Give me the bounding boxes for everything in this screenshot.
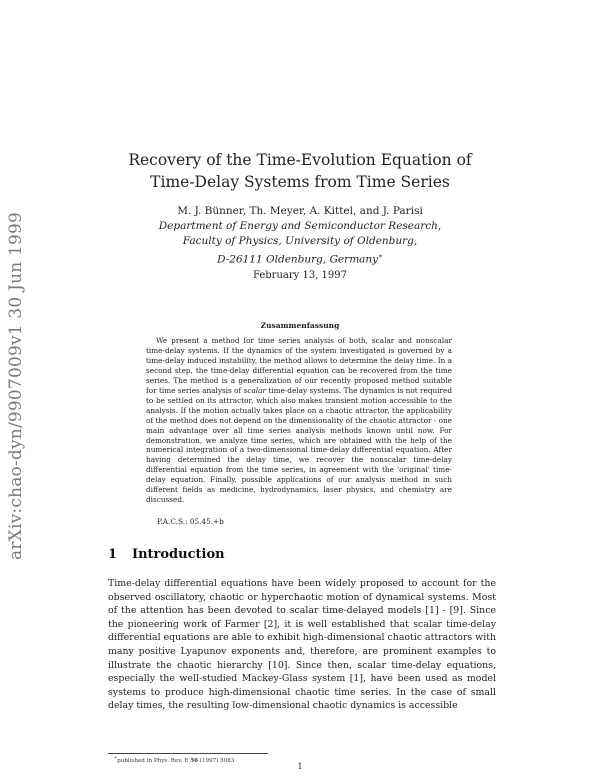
affiliation-line-3 [0, 249, 600, 268]
section-title: Introduction [132, 547, 225, 562]
footnote-volume: 56 [190, 757, 199, 764]
affiliation-line-1: Department of Energy and Semiconductor Research, [158, 220, 442, 232]
footnote-divider [108, 753, 268, 754]
arxiv-sidebar-stamp: arXiv:chao-dyn/9907009v1 30 Jun 1999 [6, 211, 26, 560]
author-list: M. J. Bünner, Th. Meyer, A. Kittel, and J. Parisi [177, 205, 423, 217]
section-number: 1 [108, 547, 118, 562]
paper-title [0, 149, 600, 193]
pacs-code: P.A.C.S.: 05.45.+b [157, 517, 224, 526]
section-heading [108, 547, 225, 562]
page-number: 1 [297, 762, 303, 771]
abstract-text-start: We present a method for time series analysis of both, scalar and nonscalar time-delay systems. If the dynamics of the system investigated is governed by a time-delay induced instability, the method allows to determine the delay time. In a second step, the time-delay differential equation can be recovered from the time series. The method is a generalization of our recently proposed method suitable for time series analysis of [146, 336, 452, 395]
footnote-text-start: published in Phys. Rev. E [117, 757, 191, 764]
abstract-emphasis: scalar [243, 385, 266, 395]
title-line-1: Recovery of the Time-Evolution Equation of [128, 151, 472, 169]
affiliation-line-2: Faculty of Physics, University of Oldenburg, [182, 235, 418, 247]
abstract-text-end: time-delay systems. The dynamics is not required to be settled on its attractor, which also makes transient motion accessible to the analysis. If the motion actually takes place on a chaotic attractor, the applicability of the method does not depend on the dimensionality of the chaotic attractor - one main advantage over all time series analysis methods known until now. For demonstration, we analyze time series, which are obtained with the help of the numerical integration of a two-dimensional time-delay differential equation. After having determined the delay time, we recover the nonscalar time-delay differential equation from the time series, in agreement with the 'original' time-delay equation. Finally, possible applications of our analysis method in such different fields as medicine, hydrodynamics, laser physics, and chemistry are discussed. [146, 385, 453, 505]
affiliation-city: D-26111 Oldenburg, Germany [217, 253, 379, 266]
affiliation-footnote-mark: ∗ [378, 252, 383, 260]
abstract-paragraph [146, 336, 452, 505]
abstract-body [146, 336, 452, 505]
paper-date: February 13, 1997 [252, 270, 348, 281]
introduction-paragraph: Time-delay differential equations have been widely proposed to account for the observed oscillatory, chaotic or hyperchaotic motion of dynamical systems. Most of the attention has been devoted to scalar time-delayed models [1] - [9]. Since the pioneering work of Farmer [2], it is well established that scalar time-delay differential equations are able to exhibit high-dimensional chaotic attractors with many positive Lyapunov exponents and, therefore, are prominent examples to illustrate the chaotic hierarchy [10]. Since then, scalar time-delay equations, especially the well-studied Mackey-Glass system [1], have been used as model systems to produce high-dimensional chaotic time series. In the case of small delay times, the resulting low-dimensional chaotic dynamics is accessible [108, 578, 497, 712]
footnote-text-end: (1997) 5083 [198, 757, 235, 764]
title-line-2: Time-Delay Systems from Time Series [150, 173, 450, 191]
abstract-heading: Zusammenfassung [260, 321, 340, 330]
introduction-body [108, 577, 496, 713]
author-block [0, 204, 600, 268]
footnote-mark: ∗ [114, 756, 118, 761]
